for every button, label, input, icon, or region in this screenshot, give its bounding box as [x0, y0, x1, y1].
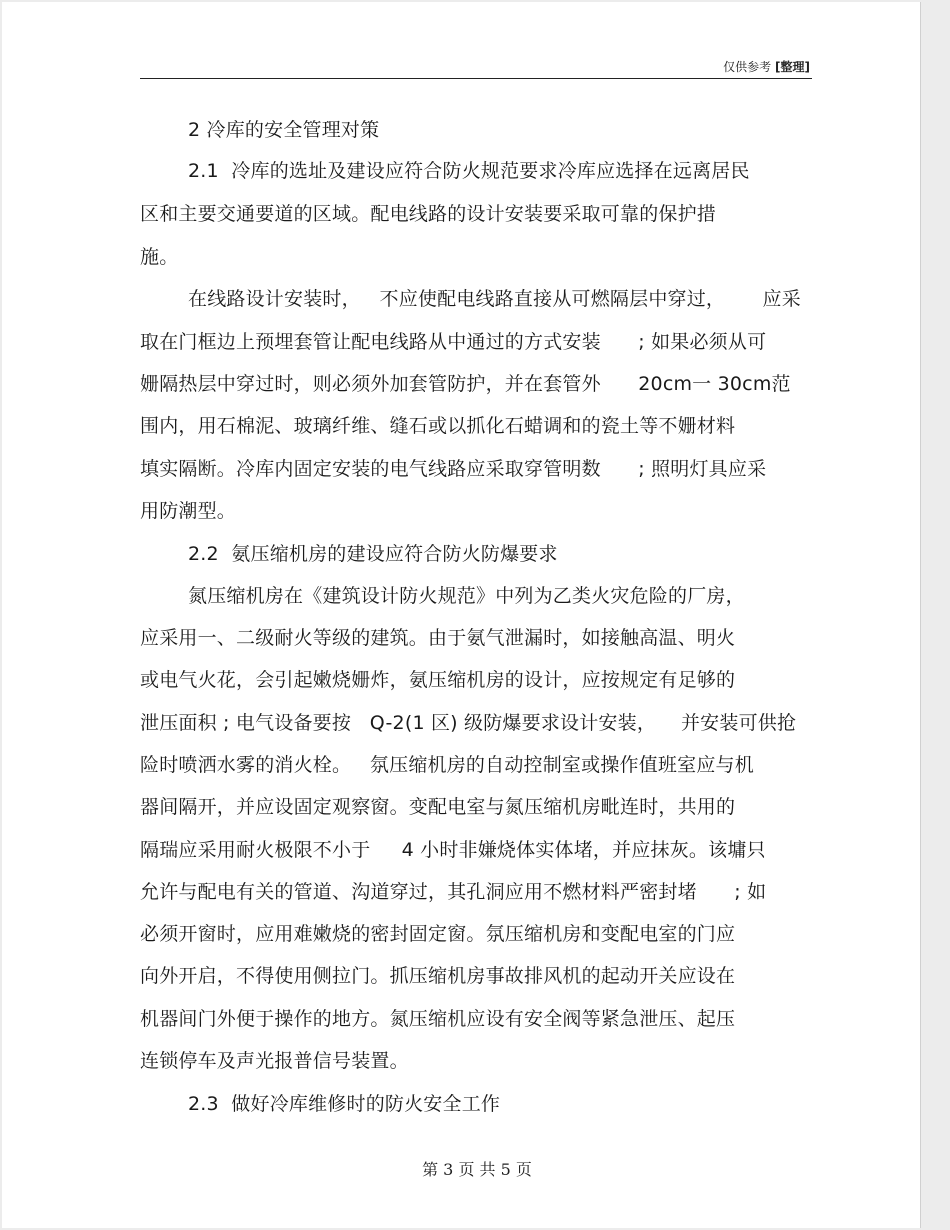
- page-number-footer: 第 3 页 共 5 页: [422, 1160, 532, 1179]
- body-line: 围内，用石棉泥、玻璃纤维、缝石或以抓化石蜡调和的瓷土等不姗材料: [140, 415, 736, 437]
- body-line: 应采用一、二级耐火等级的建筑。由于氨气泄漏时，如接触高温、明火: [140, 627, 736, 649]
- document-page: [2, 2, 921, 1228]
- body-line: 机器间门外便于操作的地方。氮压缩机应设有安全阀等紧急泄压、起压: [140, 1008, 736, 1030]
- body-line: 必须开窗时，应用难嫩烧的密封固定窗。氛压缩机房和变配电室的门应: [140, 923, 736, 945]
- section-heading: 2.2 氨压缩机房的建设应符合防火防爆要求: [188, 543, 558, 565]
- body-line: 区和主要交通要道的区域。配电线路的设计安装要采取可靠的保护措: [140, 203, 717, 225]
- body-line: 器间隔开，并应设固定观察窗。变配电室与氮压缩机房毗连时，共用的: [140, 796, 736, 818]
- page-header: [2, 58, 810, 75]
- body-line: 填实隔断。冷库内固定安装的电气线路应采取穿管明数 ; 照明灯具应采: [140, 458, 767, 480]
- body-line: 险时喷洒水雾的消火栓。 氛压缩机房的自动控制室或操作值班室应与机: [140, 754, 754, 776]
- body-line: 连锁停车及声光报普信号装置。: [140, 1050, 409, 1072]
- section-heading: 2.3 做好冷库维修时的防火安全工作: [188, 1093, 501, 1115]
- body-line: 氮压缩机房在《建筑设计防火规范》中列为乙类火灾危险的厂房，: [188, 585, 745, 607]
- body-line: 取在门框边上预埋套管让配电线路从中通过的方式安装 ; 如果必须从可: [140, 331, 767, 353]
- header-rule: [140, 78, 812, 79]
- header-bracket-label: [整理]: [775, 60, 810, 74]
- body-line: 允许与配电有关的管道、沟道穿过，其孔洞应用不燃材料严密封堵 ; 如: [140, 881, 767, 903]
- header-text: 仅供参考: [723, 60, 772, 74]
- body-line: 施。: [140, 246, 179, 268]
- body-line: 2.1 冷库的选址及建设应符合防火规范要求冷库应选择在远离居民: [188, 160, 750, 182]
- body-line: 向外开启，不得使用侧拉门。抓压缩机房事故排风机的起动开关应设在: [140, 965, 736, 987]
- body-line: 在线路设计安装时， 不应使配电线路直接从可燃隔层中穿过， 应采: [188, 288, 801, 310]
- body-line: 姗隔热层中穿过时，则必须外加套管防护，并在套管外 20cm一 30cm范: [140, 373, 791, 395]
- body-line: 或电气火花，会引起嫩烧姗炸，氨压缩机房的设计，应按规定有足够的: [140, 669, 736, 691]
- section-heading: 2 冷库的安全管理对策: [188, 119, 380, 141]
- body-line: 用防潮型。: [140, 500, 237, 522]
- body-line: 泄压面积 ; 电气设备要按 Q-2(1 区) 级防爆要求设计安装， 并安装可供抢: [140, 712, 797, 734]
- body-line: 隔瑞应采用耐火极限不小于 4 小时非嫌烧体实体堵，并应抹灰。该墉只: [140, 839, 766, 861]
